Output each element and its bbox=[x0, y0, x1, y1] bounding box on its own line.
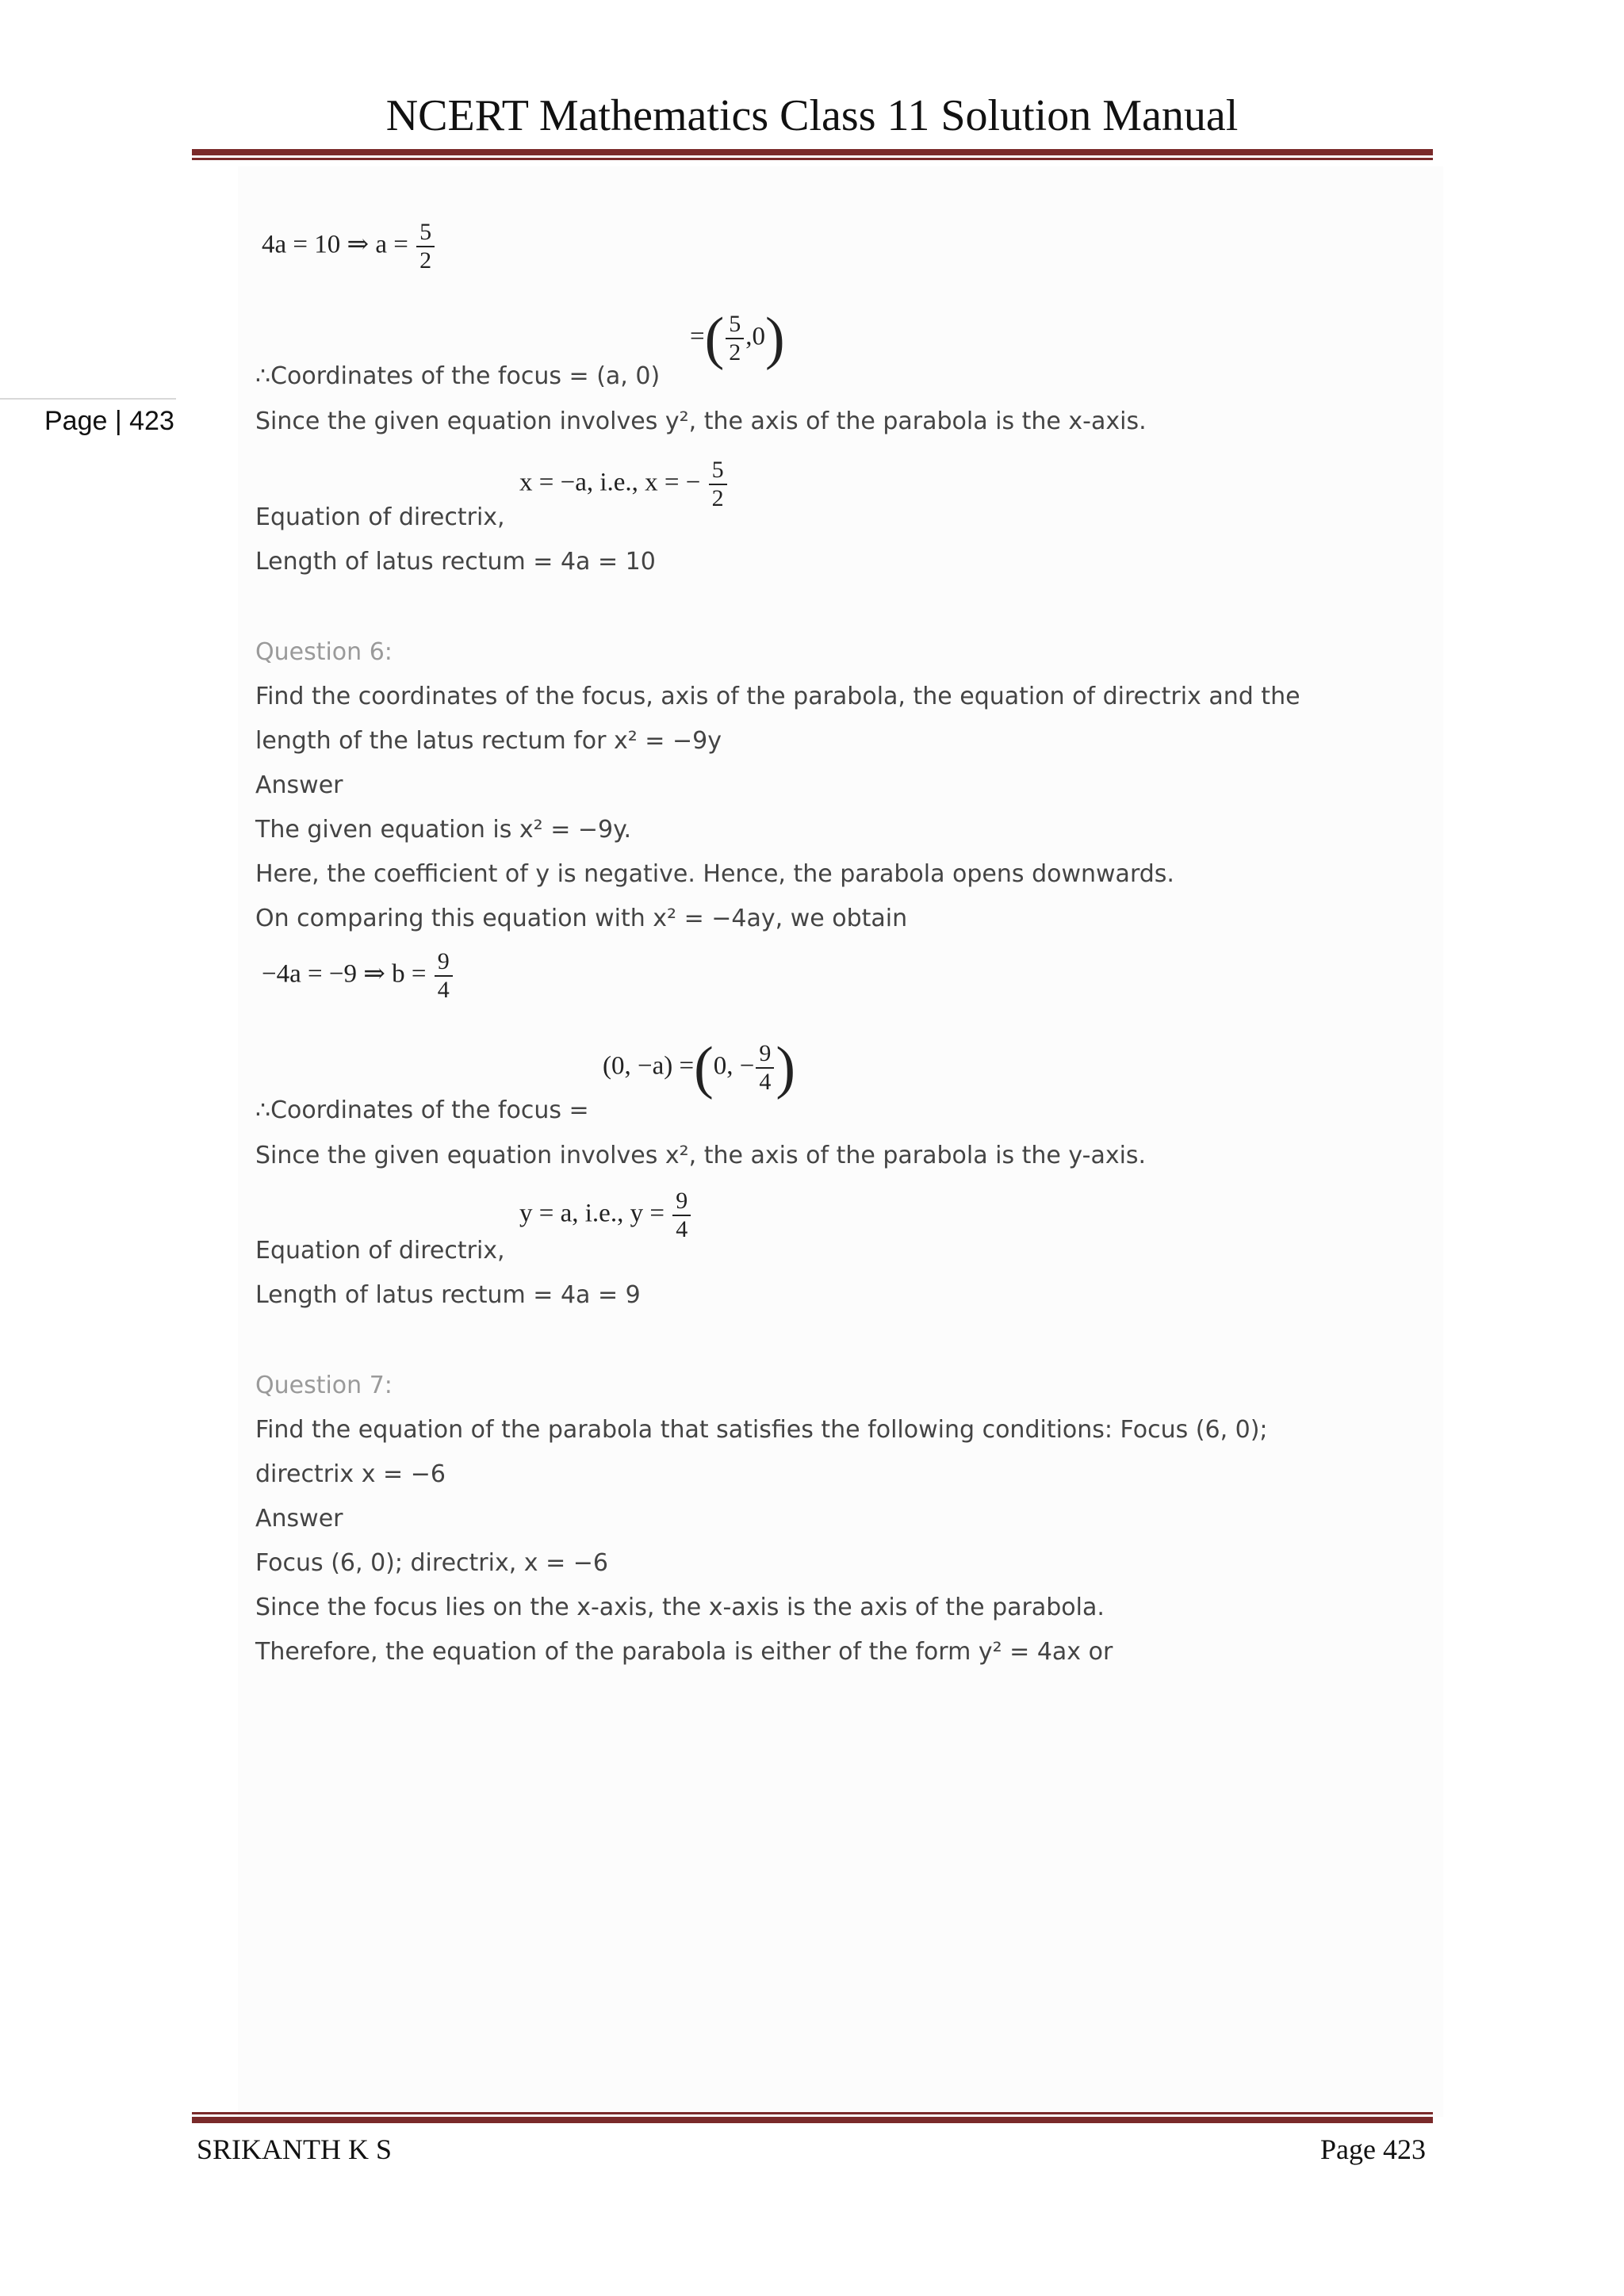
focus-line-1: ∴Coordinates of the focus = (a, 0) bbox=[255, 362, 661, 390]
question-6-text-1: Find the coordinates of the focus, axis of the parabola, the equation of directrix and the bbox=[255, 683, 1300, 710]
equation-a-value: 4a = 10 ⇒ a = $\frac{5}{2}$ bbox=[262, 220, 436, 273]
question-7-text-1: Find the equation of the parabola that satisfies the following conditions: Focus (6, 0); bbox=[255, 1416, 1268, 1444]
axis-line-1: Since the given equation involves y², the axis of the parabola is the x-axis. bbox=[255, 408, 1147, 435]
focus-formula-1: =( $\frac{5}{2}$ ,0) bbox=[690, 306, 785, 371]
margin-divider bbox=[0, 398, 176, 400]
header-rule-thin bbox=[192, 158, 1433, 160]
question-6-heading: Question 6: bbox=[255, 638, 393, 666]
latus-line-1: Length of latus rectum = 4a = 10 bbox=[255, 548, 656, 576]
question-7-heading: Question 7: bbox=[255, 1372, 393, 1399]
header-rule bbox=[192, 149, 1433, 155]
footer-author: SRIKANTH K S bbox=[197, 2133, 393, 2165]
page-number-tab: Page | 423 bbox=[44, 406, 174, 436]
footer-rule-thin bbox=[192, 2112, 1433, 2114]
focus-formula-2: (0, −a) =(0, − $\frac{9}{4}$ ) bbox=[603, 1035, 796, 1100]
directrix-formula-1: x = −a, i.e., x = − $\frac{5}{2}$ bbox=[519, 458, 729, 511]
footer-rule bbox=[192, 2117, 1433, 2123]
equation-b-value: −4a = −9 ⇒ b = $\frac{9}{4}$ bbox=[262, 950, 454, 1002]
focus-line-7: Focus (6, 0); directrix, x = −6 bbox=[255, 1549, 608, 1577]
footer-page-number: Page 423 bbox=[1320, 2133, 1426, 2165]
form-line-7: Therefore, the equation of the parabola is either of the form y² = 4ax or bbox=[255, 1638, 1113, 1666]
given-equation-6: The given equation is x² = −9y. bbox=[255, 816, 632, 844]
page-header-title: NCERT Mathematics Class 11 Solution Manual bbox=[385, 91, 1239, 140]
answer-label-6: Answer bbox=[255, 771, 343, 799]
directrix-label-1: Equation of directrix, bbox=[255, 503, 505, 531]
directrix-formula-2: y = a, i.e., y = $\frac{9}{4}$ bbox=[519, 1189, 692, 1242]
question-6-text-2: length of the latus rectum for x² = −9y bbox=[255, 727, 722, 755]
directrix-label-2: Equation of directrix, bbox=[255, 1237, 505, 1265]
axis-line-7: Since the focus lies on the x-axis, the x-axis is the axis of the parabola. bbox=[255, 1594, 1105, 1621]
focus-line-2: ∴Coordinates of the focus = bbox=[255, 1096, 589, 1124]
answer-label-7: Answer bbox=[255, 1505, 343, 1533]
latus-line-2: Length of latus rectum = 4a = 9 bbox=[255, 1281, 641, 1309]
compare-line-6: On comparing this equation with x² = −4ay, we obtain bbox=[255, 905, 908, 932]
question-7-text-2: directrix x = −6 bbox=[255, 1460, 446, 1488]
coefficient-line-6: Here, the coefficient of y is negative. Hence, the parabola opens downwards. bbox=[255, 860, 1174, 888]
axis-line-2: Since the given equation involves x², the axis of the parabola is the y-axis. bbox=[255, 1142, 1147, 1169]
